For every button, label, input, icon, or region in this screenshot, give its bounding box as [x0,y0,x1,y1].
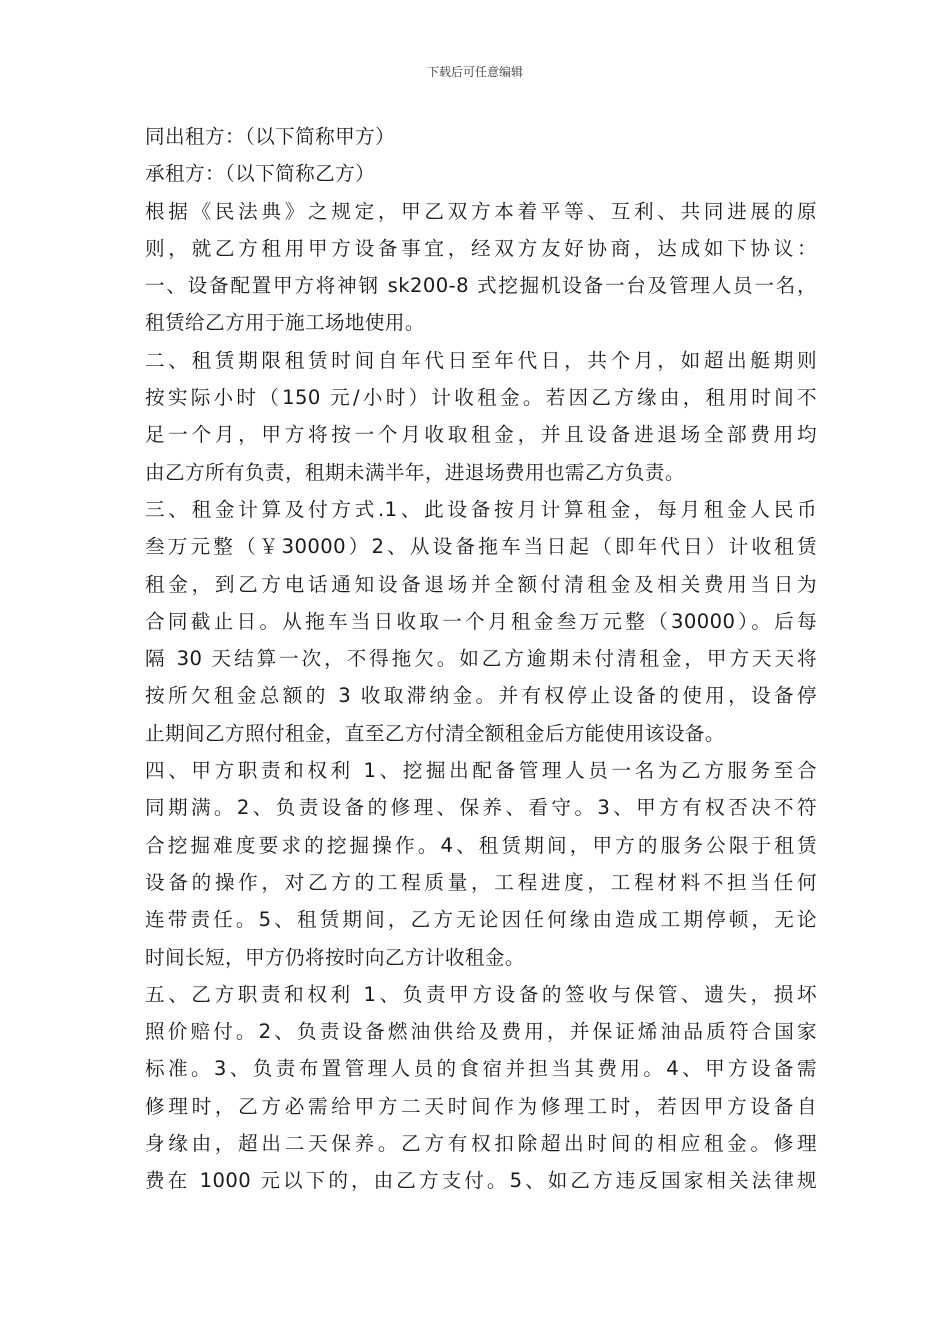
contract-line: 按实际小时（150 元/小时）计收租金。若因乙方缘由，租用时间不 [145,386,817,410]
contract-line: 合同截止日。从拖车当日收取一个月租金叁万元整（30000）。后每 [145,609,817,633]
contract-line: 同期满。2、负责设备的修理、保养、看守。3、甲方有权否决不符 [145,796,817,820]
contract-line: 三、租金计算及付方式.1、此设备按月计算租金，每月租金人民币 [145,497,817,521]
contract-line: 按所欠租金总额的 3 收取滞纳金。并有权停止设备的使用，设备停 [145,684,817,708]
page-header-note: 下载后可任意编辑 [426,65,523,79]
contract-line: 连带责任。5、租赁期间，乙方无论因任何缘由造成工期停顿，无论 [145,908,817,932]
contract-line: 四、甲方职责和权利 1、挖掘出配备管理人员一名为乙方服务至合 [145,759,817,783]
contract-line: 一、设备配置甲方将神钢 sk200-8 式挖掘机设备一台及管理人员一名， [145,274,817,298]
contract-line: 租赁给乙方用于施工场地使用。 [145,311,425,335]
contract-line: 照价赔付。2、负责设备燃油供给及费用，并保证烯油品质符合国家 [145,1020,817,1044]
contract-line: 修理时，乙方必需给甲方二天时间作为修理工时，若因甲方设备自 [145,1094,817,1118]
contract-line: 同出租方：（以下简称甲方） [145,125,396,148]
contract-line: 二、租赁期限租赁时间自年代日至年代日，共个月，如超出艇期则 [145,348,817,372]
contract-line: 叁万元整（￥30000）2、从设备拖车当日起（即年代日）计收租赁 [145,535,817,559]
contract-line: 合挖掘难度要求的挖掘操作。4、租赁期间，甲方的服务公限于租赁 [145,833,817,857]
contract-line: 承租方：（以下简称乙方） [145,162,376,186]
contract-line: 费在 1000 元以下的，由乙方支付。5、如乙方违反国家相关法律规 [145,1169,817,1193]
contract-line: 标准。3、负责布置管理人员的食宿并担当其费用。4、甲方设备需 [145,1057,817,1081]
contract-line: 止期间乙方照付租金，直至乙方付清全额租金后方能使用该设备。 [145,721,725,745]
contract-body [145,118,817,1200]
contract-line: 五、乙方职责和权利 1、负责甲方设备的签收与保管、遗失，损坏 [145,982,817,1006]
contract-line: 设备的操作，对乙方的工程质量，工程进度，工程材料不担当任何 [145,870,817,894]
contract-line: 根据《民法典》之规定，甲乙双方本着平等、互利、共同进展的原 [145,199,817,223]
contract-line: 身缘由，超出二天保养。乙方有权扣除超出时间的相应租金。修理 [145,1132,817,1156]
contract-line: 则，就乙方租用甲方设备事宜，经双方友好协商，达成如下协议： [145,236,817,260]
contract-line: 时间长短，甲方仍将按时向乙方计收租金。 [145,945,525,969]
contract-line: 由乙方所有负责，租期未满半年，进退场费用也需乙方负责。 [145,460,685,484]
contract-line: 租金，到乙方电话通知设备退场并全额付清租金及相关费用当日为 [145,572,817,596]
contract-line: 隔 30 天结算一次，不得拖欠。如乙方逾期未付清租金，甲方天天将 [145,647,817,671]
contract-line: 足一个月，甲方将按一个月收取租金，并且设备进退场全部费用均 [145,423,817,447]
